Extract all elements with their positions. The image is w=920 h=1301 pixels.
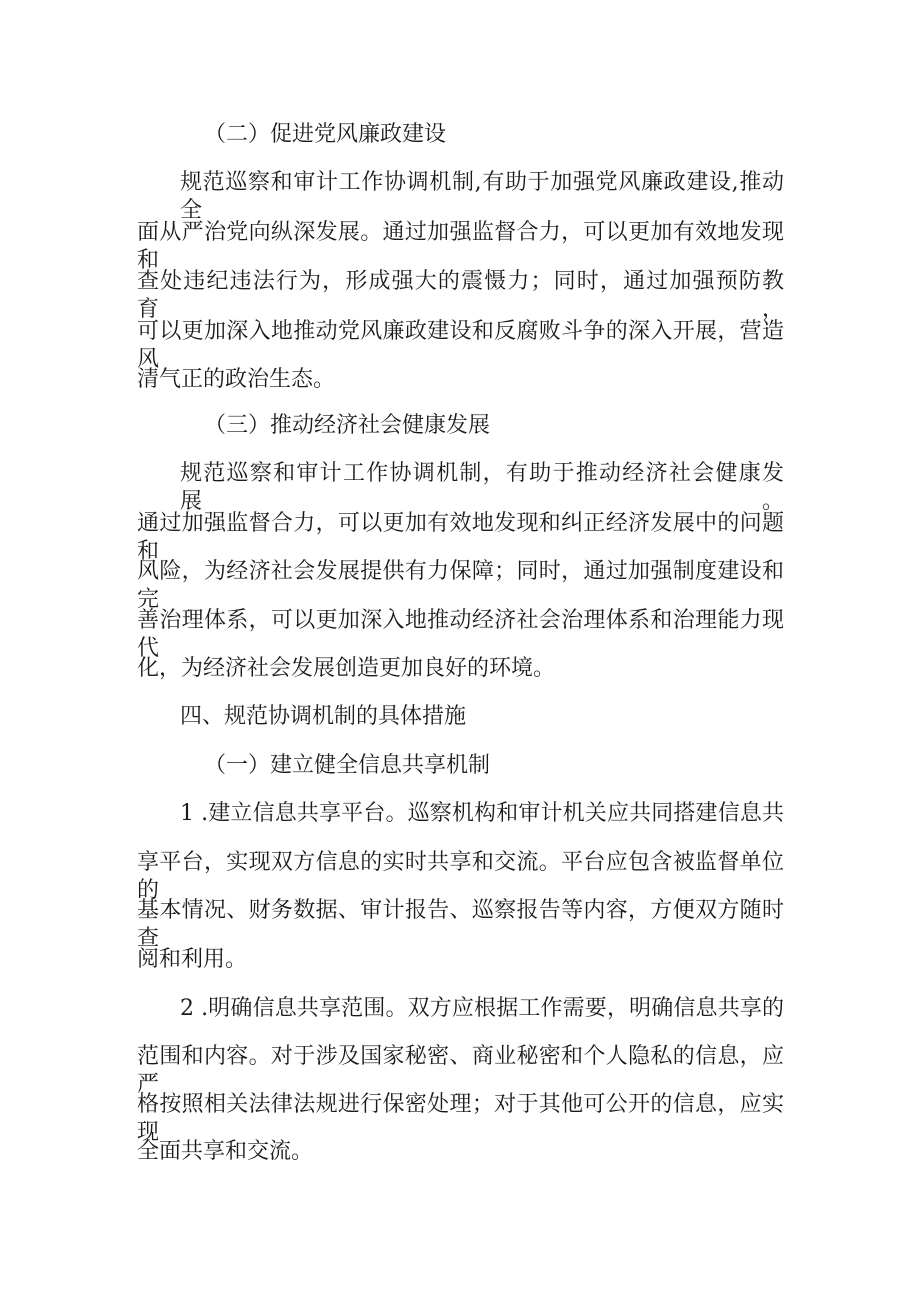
paragraph-line: 可以更加深入地推动党风廉政建设和反腐败斗争的深入开展，营造风 — [137, 319, 784, 372]
paragraph-line: 规范巡察和审计工作协调机制,有助于加强党风廉政建设,推动全 — [180, 170, 784, 223]
paragraph-line: 查处违纪违法行为，形成强大的震慑力；同时，通过加强预防教育， — [137, 269, 784, 322]
paragraph-line: 格按照相关法律法规进行保密处理；对于其他可公开的信息，应实现 — [137, 1092, 784, 1145]
paragraph-line: 清气正的政治生态。 — [137, 367, 336, 392]
paragraph-line: 范围和内容。对于涉及国家秘密、商业秘密和个人隐私的信息，应严 — [137, 1044, 784, 1097]
paragraph-line: 全面共享和交流。 — [137, 1139, 314, 1164]
section-heading-3: （三）推动经济社会健康发展 — [204, 413, 491, 438]
paragraph-line: 面从严治党向纵深发展。通过加强监督合力，可以更加有效地发现和 — [137, 220, 784, 273]
paragraph-line: 基本情况、财务数据、审计报告、巡察报告等内容，方便双方随时查 — [137, 898, 784, 951]
section-heading-4: 四、规范协调机制的具体措施 — [180, 704, 467, 729]
paragraph-line: 善治理体系，可以更加深入地推动经济社会治理体系和治理能力现代 — [137, 608, 784, 661]
list-item-2-line: 2 .明确信息共享范围。双方应根据工作需要，明确信息共享的 — [180, 996, 784, 1021]
paragraph-line: 通过加强监督合力，可以更加有效地发现和纠正经济发展中的问题和 — [137, 511, 784, 564]
paragraph-line: 化，为经济社会发展创造更加良好的环境。 — [137, 656, 556, 681]
list-item-1-line: 1 .建立信息共享平台。巡察机构和审计机关应共同搭建信息共 — [180, 801, 784, 826]
subsection-heading-1: （一）建立健全信息共享机制 — [204, 753, 491, 778]
paragraph-line: 享平台，实现双方信息的实时共享和交流。平台应包含被监督单位的 — [137, 850, 784, 903]
paragraph-line: 阅和利用。 — [137, 947, 248, 972]
paragraph-line: 规范巡察和审计工作协调机制，有助于推动经济社会健康发展。 — [180, 461, 784, 514]
section-heading-2: （二）促进党风廉政建设 — [204, 122, 447, 147]
paragraph-line: 风险，为经济社会发展提供有力保障；同时，通过加强制度建设和完 — [137, 559, 784, 612]
